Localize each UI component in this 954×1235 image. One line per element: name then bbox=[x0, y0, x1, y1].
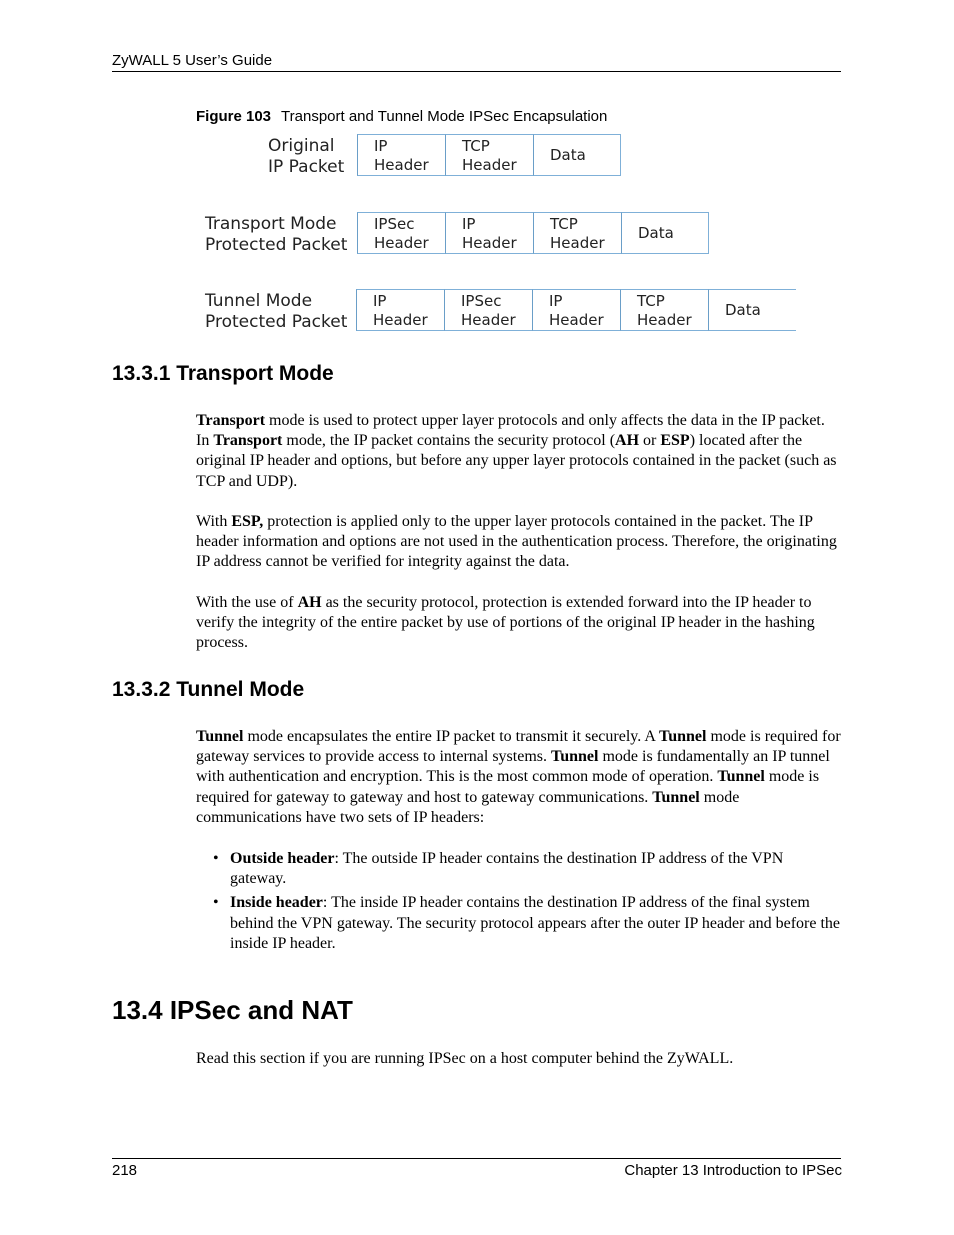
nat-para-1: Read this section if you are running IPSec on a host computer behind the ZyWALL. bbox=[196, 1050, 734, 1067]
cell-tcp-header: TCP Header bbox=[620, 289, 708, 331]
heading-ipsec-nat: 13.4 IPSec and NAT bbox=[112, 995, 353, 1025]
figure-label: Figure 103 bbox=[196, 108, 272, 125]
row-label-tunnel: Tunnel Mode Protected Packet bbox=[205, 291, 348, 332]
packet-tunnel bbox=[356, 289, 796, 331]
cell-data: Data bbox=[621, 212, 709, 254]
heading-transport-mode: 13.3.1 Transport Mode bbox=[112, 362, 334, 385]
figure-title: Transport and Tunnel Mode IPSec Encapsulation bbox=[281, 108, 608, 125]
cell-data: Data bbox=[533, 134, 621, 176]
figure-caption bbox=[196, 108, 607, 125]
packet-original bbox=[357, 134, 621, 176]
cell-ip-header: IP Header bbox=[356, 289, 444, 331]
transport-para-1: Transport mode is used to protect upper layer protocols and only affects the data in the IP packet. In Transport mode, the IP packet contains the security protocol (AH or ESP) located after the original IP header and options, but before any upper layer protocols contained in the packet (such as TCP and UDP). bbox=[196, 412, 837, 490]
heading-tunnel-mode: 13.3.2 Tunnel Mode bbox=[112, 678, 305, 701]
transport-para-2: With ESP, protection is applied only to the upper layer protocols contained in the packet. The IP header information and options are not used in the authentication process. Therefore, the originating IP address cannot be verified for integrity against the data. bbox=[196, 513, 837, 571]
cell-ipsec-header: IPSec Header bbox=[357, 212, 445, 254]
page-number: 218 bbox=[112, 1162, 138, 1179]
cell-ip-header: IP Header bbox=[357, 134, 445, 176]
cell-ip-header: IP Header bbox=[532, 289, 620, 331]
tunnel-bullet-list bbox=[196, 849, 842, 958]
footer-rule bbox=[112, 1158, 841, 1159]
cell-ip-header: IP Header bbox=[445, 212, 533, 254]
packet-transport bbox=[357, 212, 709, 254]
row-label-original: Original IP Packet bbox=[268, 136, 345, 177]
bullet-inside-header: • Inside header: The inside IP header contains the destination IP address of the final system behind the VPN gateway. The security protocol appears after the outer IP header and before the inside IP header. bbox=[213, 894, 840, 952]
row-label-transport: Transport Mode Protected Packet bbox=[205, 214, 348, 255]
header-rule bbox=[112, 71, 841, 72]
chapter-title: Chapter 13 Introduction to IPSec bbox=[624, 1162, 842, 1179]
cell-tcp-header: TCP Header bbox=[445, 134, 533, 176]
transport-para-3: With the use of AH as the security protocol, protection is extended forward into the IP header to verify the integrity of the entire packet by use of portions of the original IP header in the hashing process. bbox=[196, 594, 815, 652]
cell-data: Data bbox=[708, 289, 796, 331]
cell-tcp-header: TCP Header bbox=[533, 212, 621, 254]
tunnel-para-1: Tunnel mode encapsulates the entire IP packet to transmit it securely. A Tunnel mode is required for gateway services to provide access to internal systems. Tunnel mode is fundamentally an IP tunnel with authentication and encryption. This is the most common mode of operation. Tunnel mode is required for gateway to gateway and host to gateway communications. Tunnel mode communications have two sets of IP headers: bbox=[196, 728, 841, 826]
cell-ipsec-header: IPSec Header bbox=[444, 289, 532, 331]
bullet-outside-header: • Outside header: The outside IP header contains the destination IP address of the VPN gateway. bbox=[213, 850, 784, 888]
running-header: ZyWALL 5 User’s Guide bbox=[112, 52, 273, 69]
